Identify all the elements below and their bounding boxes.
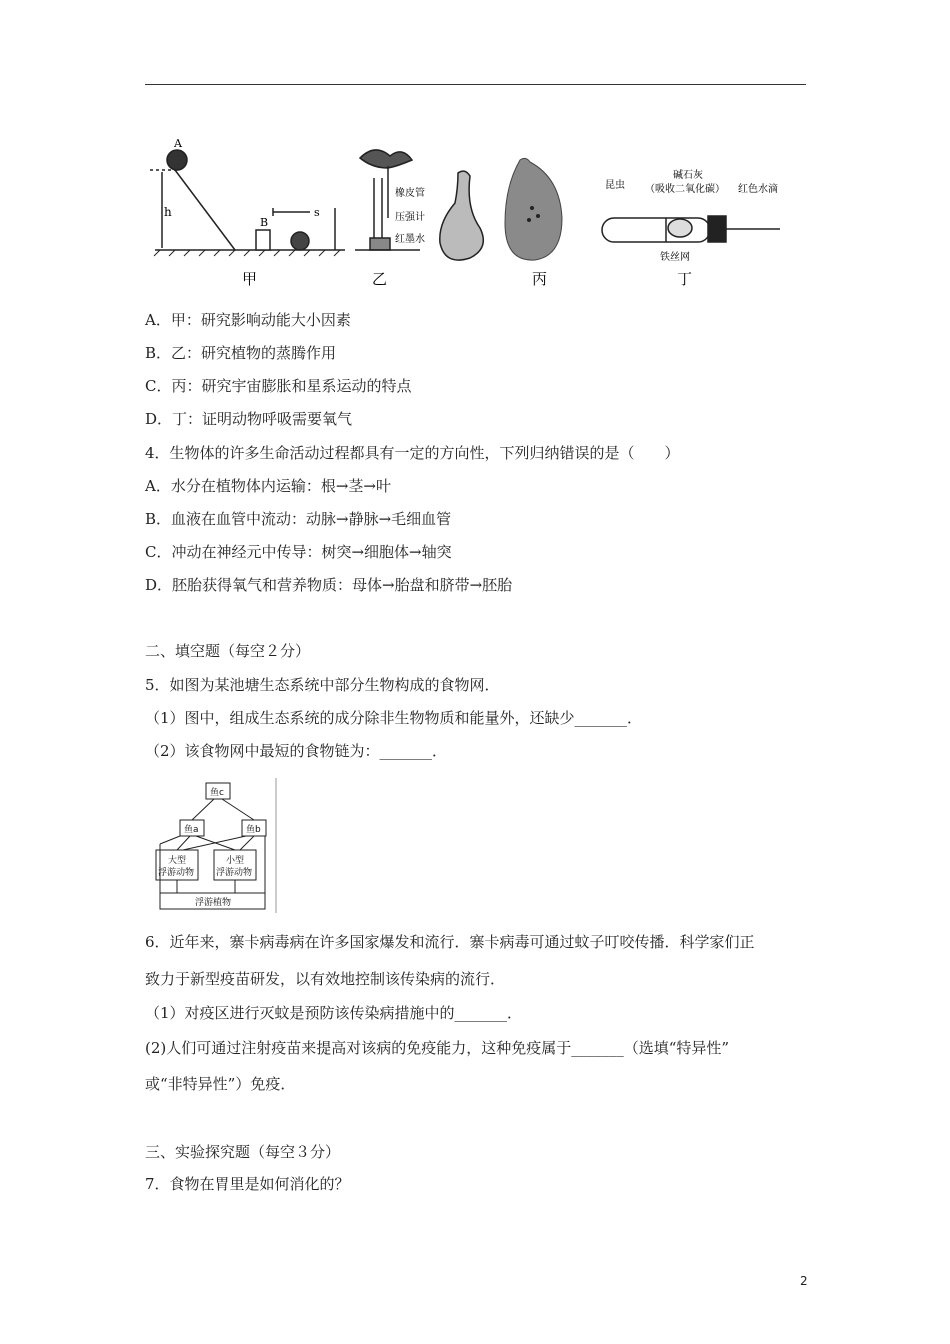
q4-option-d: D．胚胎获得氧气和营养物质：母体→胎盘和脐带→胚胎 bbox=[145, 576, 513, 594]
node-phyto: 浮游植物 bbox=[195, 898, 232, 908]
section2-title: 二、填空题（每空２分） bbox=[145, 642, 311, 660]
q7-stem: 7．食物在胃里是如何消化的？ bbox=[145, 1175, 350, 1193]
label-red-ink: 红墨水 bbox=[395, 234, 425, 245]
experiment-figures bbox=[140, 138, 800, 293]
page-number: 2 bbox=[800, 1274, 808, 1288]
q3-option-c: C．丙：研究宇宙膨胀和星系运动的特点 bbox=[145, 377, 412, 395]
node-fish-b: 鱼b bbox=[246, 825, 261, 835]
label-A: A bbox=[174, 138, 182, 150]
label-absorb-co2: （吸收二氧化碳） bbox=[645, 184, 725, 195]
label-soda-lime: 碱石灰 bbox=[673, 170, 703, 181]
label-h: h bbox=[164, 205, 172, 219]
q3-option-b: B．乙：研究植物的蒸腾作用 bbox=[145, 344, 337, 362]
label-bing: 丙 bbox=[532, 270, 548, 288]
label-insect: 昆虫 bbox=[605, 180, 625, 191]
node-large-zoo-1: 大型 bbox=[168, 856, 187, 866]
q4-option-c: C．冲动在神经元中传导：树突→细胞体→轴突 bbox=[145, 543, 452, 561]
label-manometer: 压强计 bbox=[395, 212, 425, 223]
q4-stem: 4．生物体的许多生命活动过程都具有一定的方向性，下列归纳错误的是（ ） bbox=[145, 444, 680, 462]
node-fish-a: 鱼a bbox=[184, 825, 199, 835]
label-red-drop: 红色水滴 bbox=[738, 184, 778, 195]
q5-part1: （1）图中，组成生态系统的成分除非生物物质和能量外，还缺少_______． bbox=[145, 709, 643, 727]
figure-ding bbox=[602, 216, 780, 242]
node-small-zoo-2: 浮游动物 bbox=[216, 868, 253, 878]
q5-part2: （2）该食物网中最短的食物链为：_______． bbox=[145, 742, 448, 760]
label-ding: 丁 bbox=[677, 270, 693, 288]
q5-stem: 5．如图为某池塘生态系统中部分生物构成的食物网． bbox=[145, 676, 500, 694]
q4-option-a: A．水分在植物体内运输：根→茎→叶 bbox=[145, 477, 391, 495]
q6-line1: 6．近年来，寨卡病毒病在许多国家爆发和流行．寨卡病毒可通过蚊子叮咬传播．科学家们正 bbox=[145, 933, 755, 951]
figure-bing bbox=[505, 158, 562, 260]
section3-title: 三、实验探究题（每空３分） bbox=[145, 1143, 341, 1161]
q3-option-a: A．甲：研究影响动能大小因素 bbox=[145, 311, 351, 329]
header-rule bbox=[145, 84, 806, 85]
node-small-zoo-1: 小型 bbox=[226, 856, 245, 866]
label-B: B bbox=[260, 216, 269, 229]
label-yi: 乙 bbox=[372, 270, 388, 288]
q6-line2: 致力于新型疫苗研发，以有效地控制该传染病的流行． bbox=[145, 970, 506, 988]
node-fish-c: 鱼c bbox=[210, 788, 224, 798]
label-wire-mesh: 铁丝网 bbox=[660, 252, 690, 263]
node-large-zoo-2: 浮游动物 bbox=[158, 868, 195, 878]
q3-option-d: D．丁：证明动物呼吸需要氧气 bbox=[145, 410, 353, 428]
q6-part2-line1: (2)人们可通过注射疫苗来提高对该病的免疫能力，这种免疫属于_______（选填“特异性” bbox=[145, 1039, 730, 1057]
label-rubber-tube: 橡皮管 bbox=[395, 188, 425, 199]
q6-part2-line2: 或“非特异性”）免疫． bbox=[145, 1075, 296, 1093]
q6-part1: （1）对疫区进行灭蚊是预防该传染病措施中的_______． bbox=[145, 1004, 523, 1022]
q4-option-b: B．血液在血管中流动：动脉→静脉→毛细血管 bbox=[145, 510, 452, 528]
figure-jia bbox=[150, 150, 345, 256]
label-s: s bbox=[314, 206, 320, 219]
label-jia: 甲 bbox=[242, 270, 258, 288]
food-web-figure bbox=[150, 778, 280, 913]
